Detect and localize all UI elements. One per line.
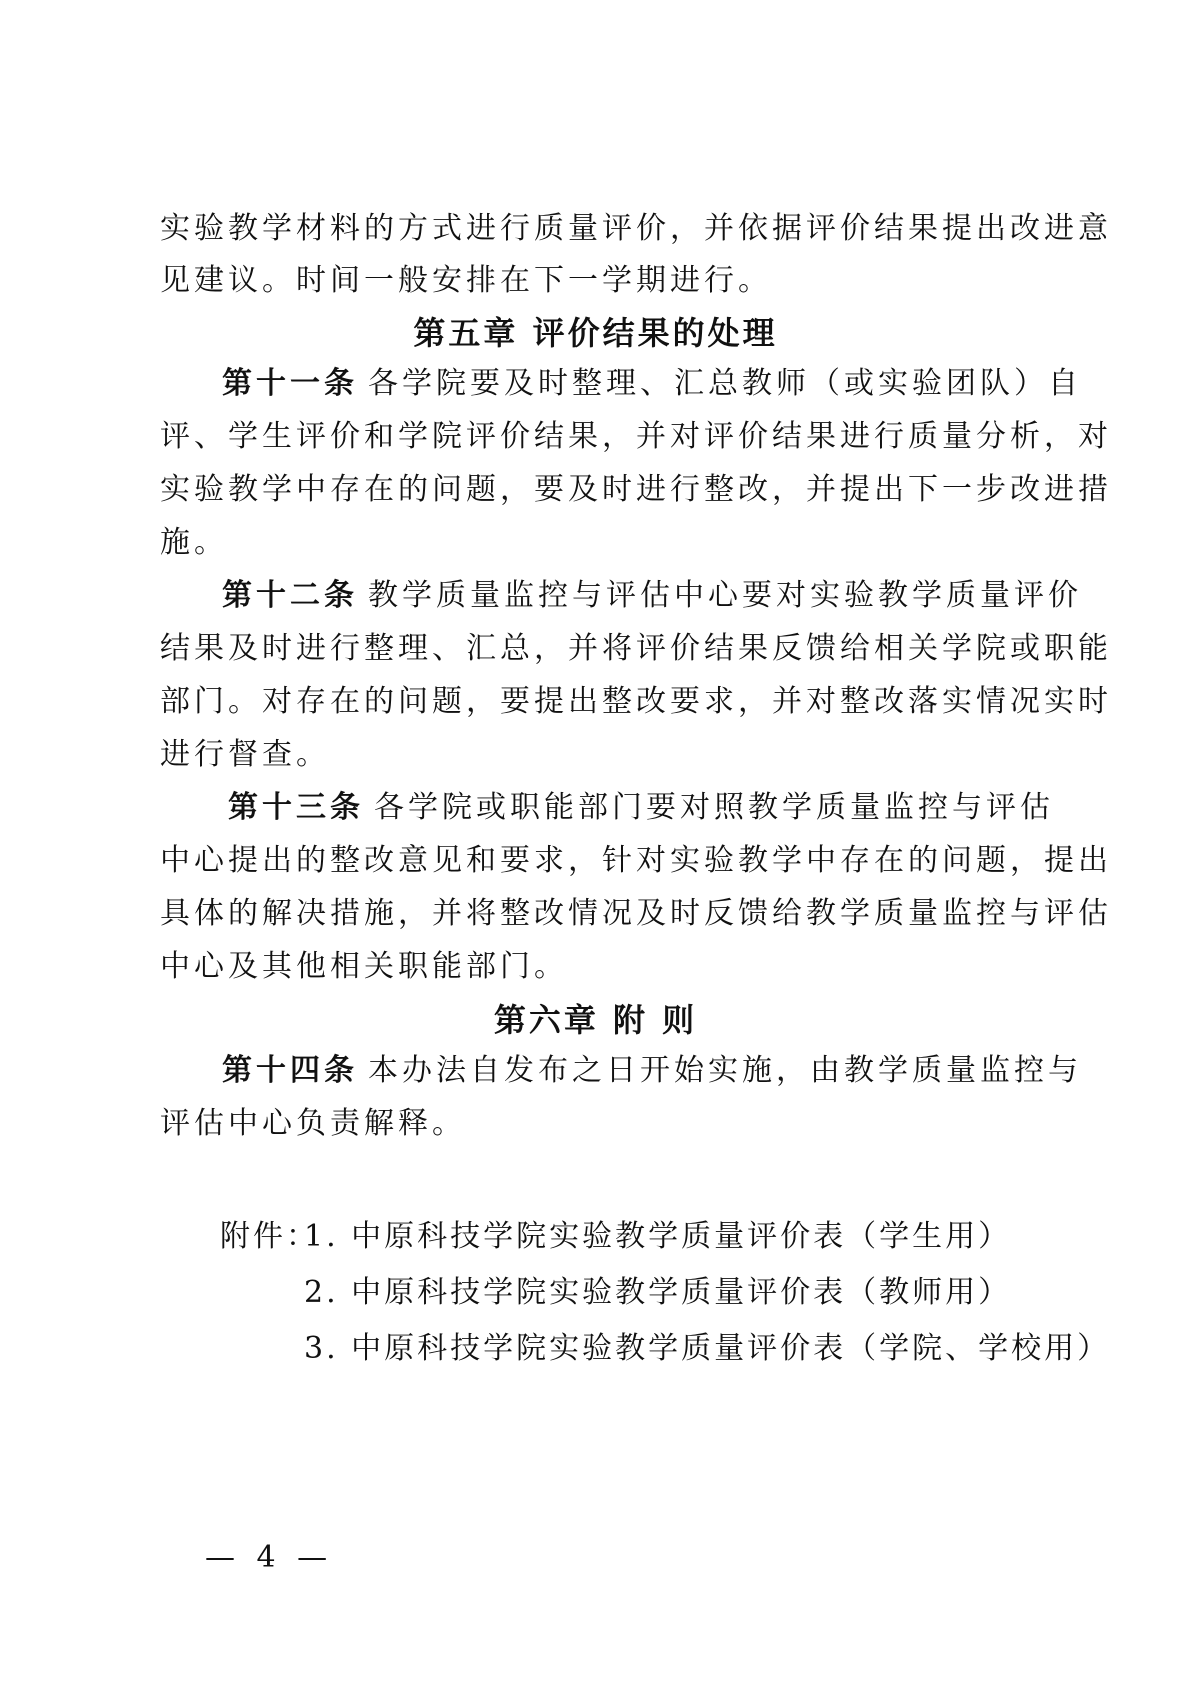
paragraph-line: 实验教学材料的方式进行质量评价，并依据评价结果提出改进意 <box>160 211 1112 246</box>
article-number: 第十四条 <box>222 1053 358 1088</box>
page-number: — 4 — <box>205 1540 334 1575</box>
paragraph-line: 评估中心负责解释。 <box>160 1106 466 1141</box>
article-14-first-line <box>222 1053 1082 1089</box>
attachment-item: 3. 中原科技学院实验教学质量评价表（学院、学校用） <box>304 1331 1111 1366</box>
paragraph-line: 见建议。时间一般安排在下一学期进行。 <box>160 263 772 298</box>
article-12-first-line <box>222 578 1082 614</box>
article-13-first-line <box>228 790 1054 826</box>
paragraph-line: 具体的解决措施，并将整改情况及时反馈给教学质量监控与评估 <box>160 896 1112 931</box>
article-text: 本办法自发布之日开始实施，由教学质量监控与 <box>368 1053 1082 1088</box>
article-number: 第十一条 <box>222 366 358 401</box>
article-text: 各学院要及时整理、汇总教师（或实验团队）自 <box>368 366 1082 401</box>
chapter-heading: 第六章 附 则 <box>493 1001 698 1039</box>
paragraph-line: 结果及时进行整理、汇总，并将评价结果反馈给相关学院或职能 <box>160 631 1112 666</box>
article-text: 各学院或职能部门要对照教学质量监控与评估 <box>374 790 1054 825</box>
paragraph-line: 部门。对存在的问题，要提出整改要求，并对整改落实情况实时 <box>160 684 1112 719</box>
attachment-item: 1. 中原科技学院实验教学质量评价表（学生用） <box>304 1219 1012 1254</box>
paragraph-line: 实验教学中存在的问题，要及时进行整改，并提出下一步改进措 <box>160 472 1112 507</box>
article-number: 第十二条 <box>222 578 358 613</box>
article-number: 第十三条 <box>228 790 364 825</box>
paragraph-line: 中心提出的整改意见和要求，针对实验教学中存在的问题，提出 <box>160 843 1112 878</box>
article-text: 教学质量监控与评估中心要对实验教学质量评价 <box>368 578 1082 613</box>
attachment-item: 2. 中原科技学院实验教学质量评价表（教师用） <box>304 1275 1012 1310</box>
attachments-label: 附件： <box>220 1219 319 1254</box>
paragraph-line: 中心及其他相关职能部门。 <box>160 949 568 984</box>
paragraph-line: 施。 <box>160 525 228 560</box>
chapter-heading: 第五章 评价结果的处理 <box>413 314 778 352</box>
article-11-first-line <box>222 366 1082 402</box>
paragraph-line: 评、学生评价和学院评价结果，并对评价结果进行质量分析，对 <box>160 419 1112 454</box>
paragraph-line: 进行督查。 <box>160 737 330 772</box>
